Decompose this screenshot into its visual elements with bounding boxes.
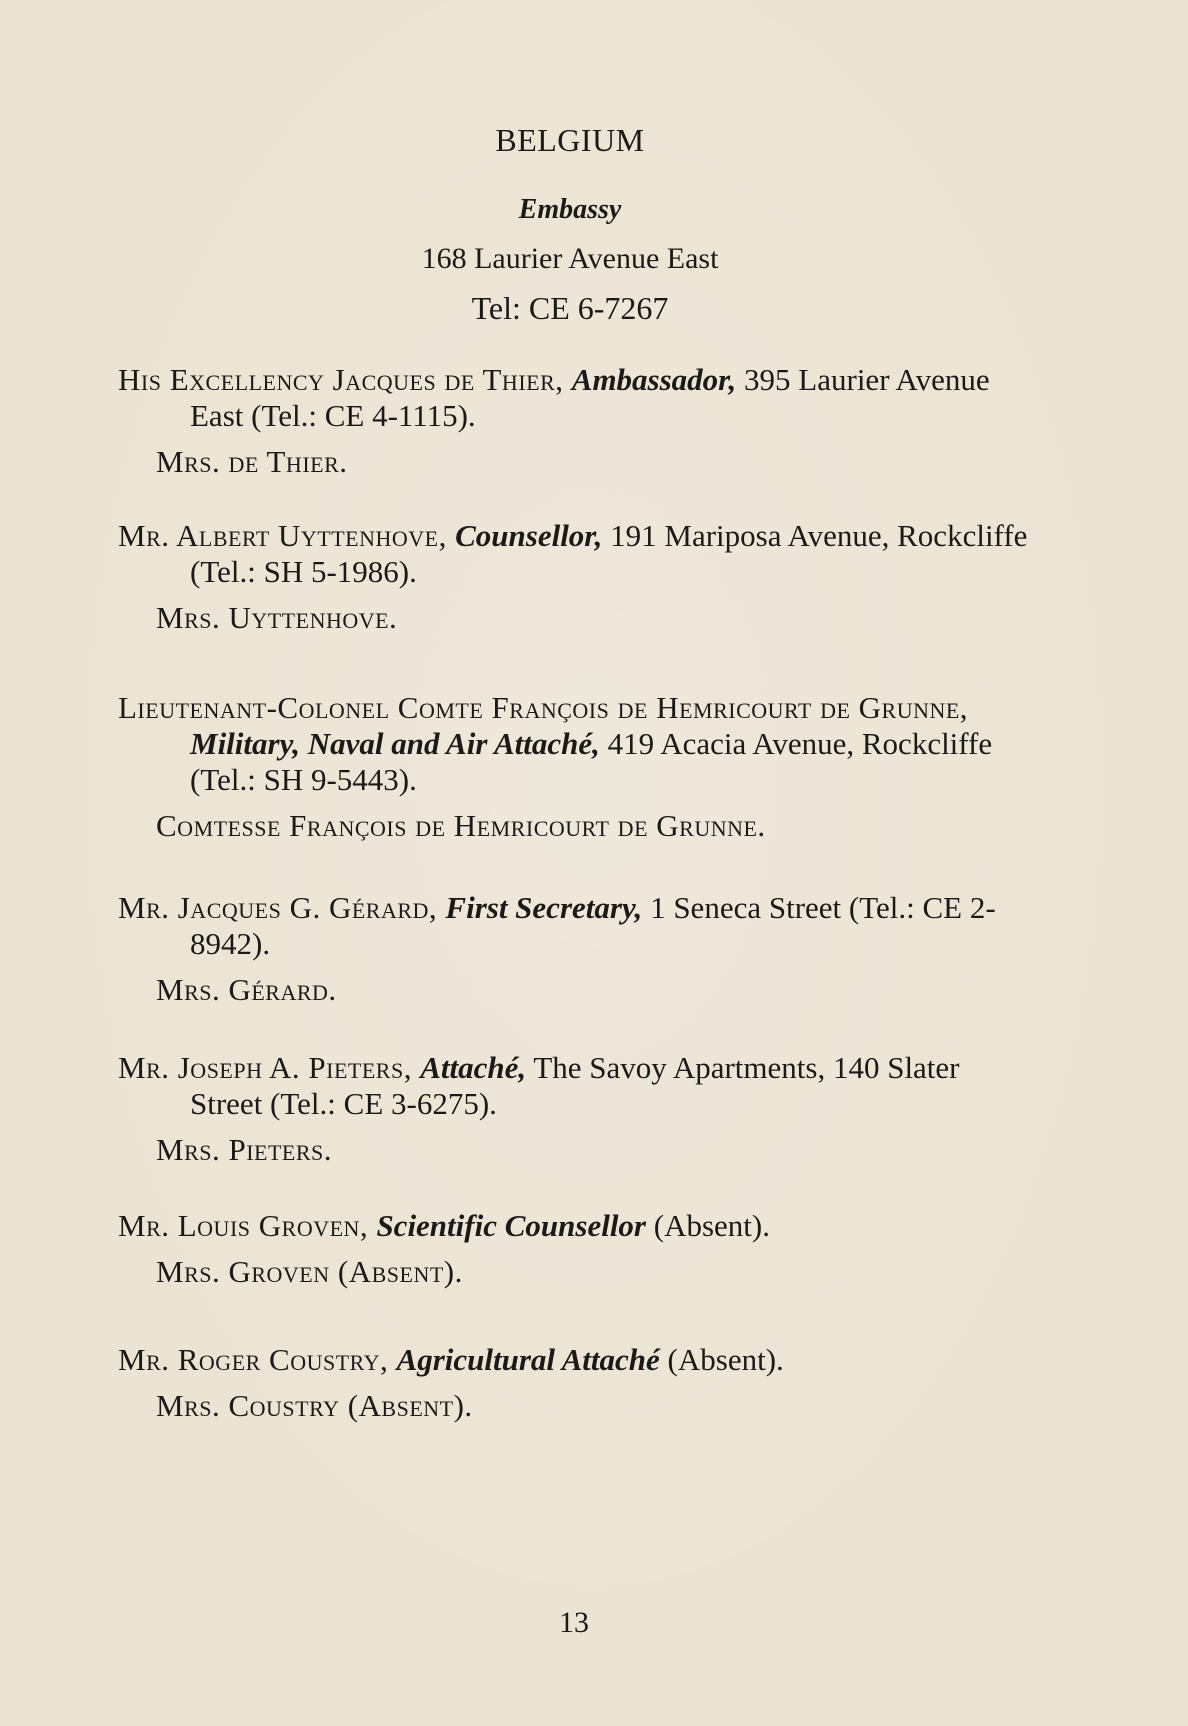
entry-name: Mr. Jacques G. Gérard, <box>118 890 446 925</box>
entry-name: Mr. Roger Coustry, <box>118 1342 397 1377</box>
entry-details: 191 Mariposa Avenue, Rockcliffe (Tel.: SH 5-1986). <box>190 518 1028 589</box>
diplomat-entry <box>118 690 1028 844</box>
entry-main <box>118 362 1028 434</box>
entry-details: (Absent). <box>659 1342 784 1377</box>
entry-spouse: Mrs. Gérard. <box>156 972 337 1007</box>
diplomat-entry <box>118 1050 1028 1168</box>
entry-details: (Absent). <box>646 1208 770 1243</box>
diplomat-entry <box>118 1342 1028 1424</box>
entry-spouse: Comtesse François de Hemricourt de Grunne. <box>156 808 766 843</box>
entry-details: The Savoy Apartments, 140 Slater Street (Tel.: CE 3-6275). <box>190 1050 960 1121</box>
entry-spouse: Mrs. Uyttenhove. <box>156 600 398 635</box>
entry-main <box>118 1050 1028 1122</box>
entry-role: Ambassador, <box>571 362 737 397</box>
entry-role: Agricultural Attaché <box>396 1342 660 1377</box>
entry-main <box>118 1342 1028 1378</box>
entry-spouse: Mrs. de Thier. <box>156 444 348 479</box>
entry-role: Attaché, <box>420 1050 527 1085</box>
embassy-telephone: Tel: CE 6-7267 <box>471 290 669 326</box>
entry-main <box>118 1208 1028 1244</box>
entry-role: Counsellor, <box>455 518 603 553</box>
office-type: Embassy <box>518 194 622 225</box>
entry-details: 1 Seneca Street (Tel.: CE 2-8942). <box>190 890 996 961</box>
entry-main <box>118 690 1028 798</box>
entry-details: 395 Laurier Avenue East (Tel.: CE 4-1115). <box>190 362 990 433</box>
entry-spouse: Mrs. Pieters. <box>156 1132 333 1167</box>
entry-details: 419 Acacia Avenue, Rockcliffe (Tel.: SH 9-5443). <box>190 726 993 797</box>
entry-name: Mr. Louis Groven, <box>118 1208 377 1243</box>
embassy-address: 168 Laurier Avenue East <box>421 242 719 275</box>
entry-main <box>118 518 1028 590</box>
country-heading: BELGIUM <box>495 122 645 158</box>
diplomat-entry <box>118 362 1028 480</box>
entry-name: Mr. Joseph A. Pieters, <box>118 1050 421 1085</box>
entry-name: Mr. Albert Uyttenhove, <box>118 518 456 553</box>
entry-role: Scientific Counsellor <box>376 1208 646 1243</box>
diplomat-entry <box>118 518 1028 636</box>
entry-role: First Secretary, <box>445 890 643 925</box>
entry-spouse: Mrs. Groven (Absent). <box>156 1254 463 1289</box>
entry-main <box>118 890 1028 962</box>
diplomat-entry <box>118 1208 1028 1290</box>
entry-spouse: Mrs. Coustry (Absent). <box>156 1388 473 1423</box>
entry-name: Lieutenant-Colonel Comte François de Hemricourt de Grunne, <box>118 690 969 725</box>
page-number: 13 <box>559 1606 589 1639</box>
entry-role: Military, Naval and Air Attaché, <box>190 726 600 761</box>
diplomat-entry <box>118 890 1028 1008</box>
entry-name: His Excellency Jacques de Thier, <box>118 362 572 397</box>
